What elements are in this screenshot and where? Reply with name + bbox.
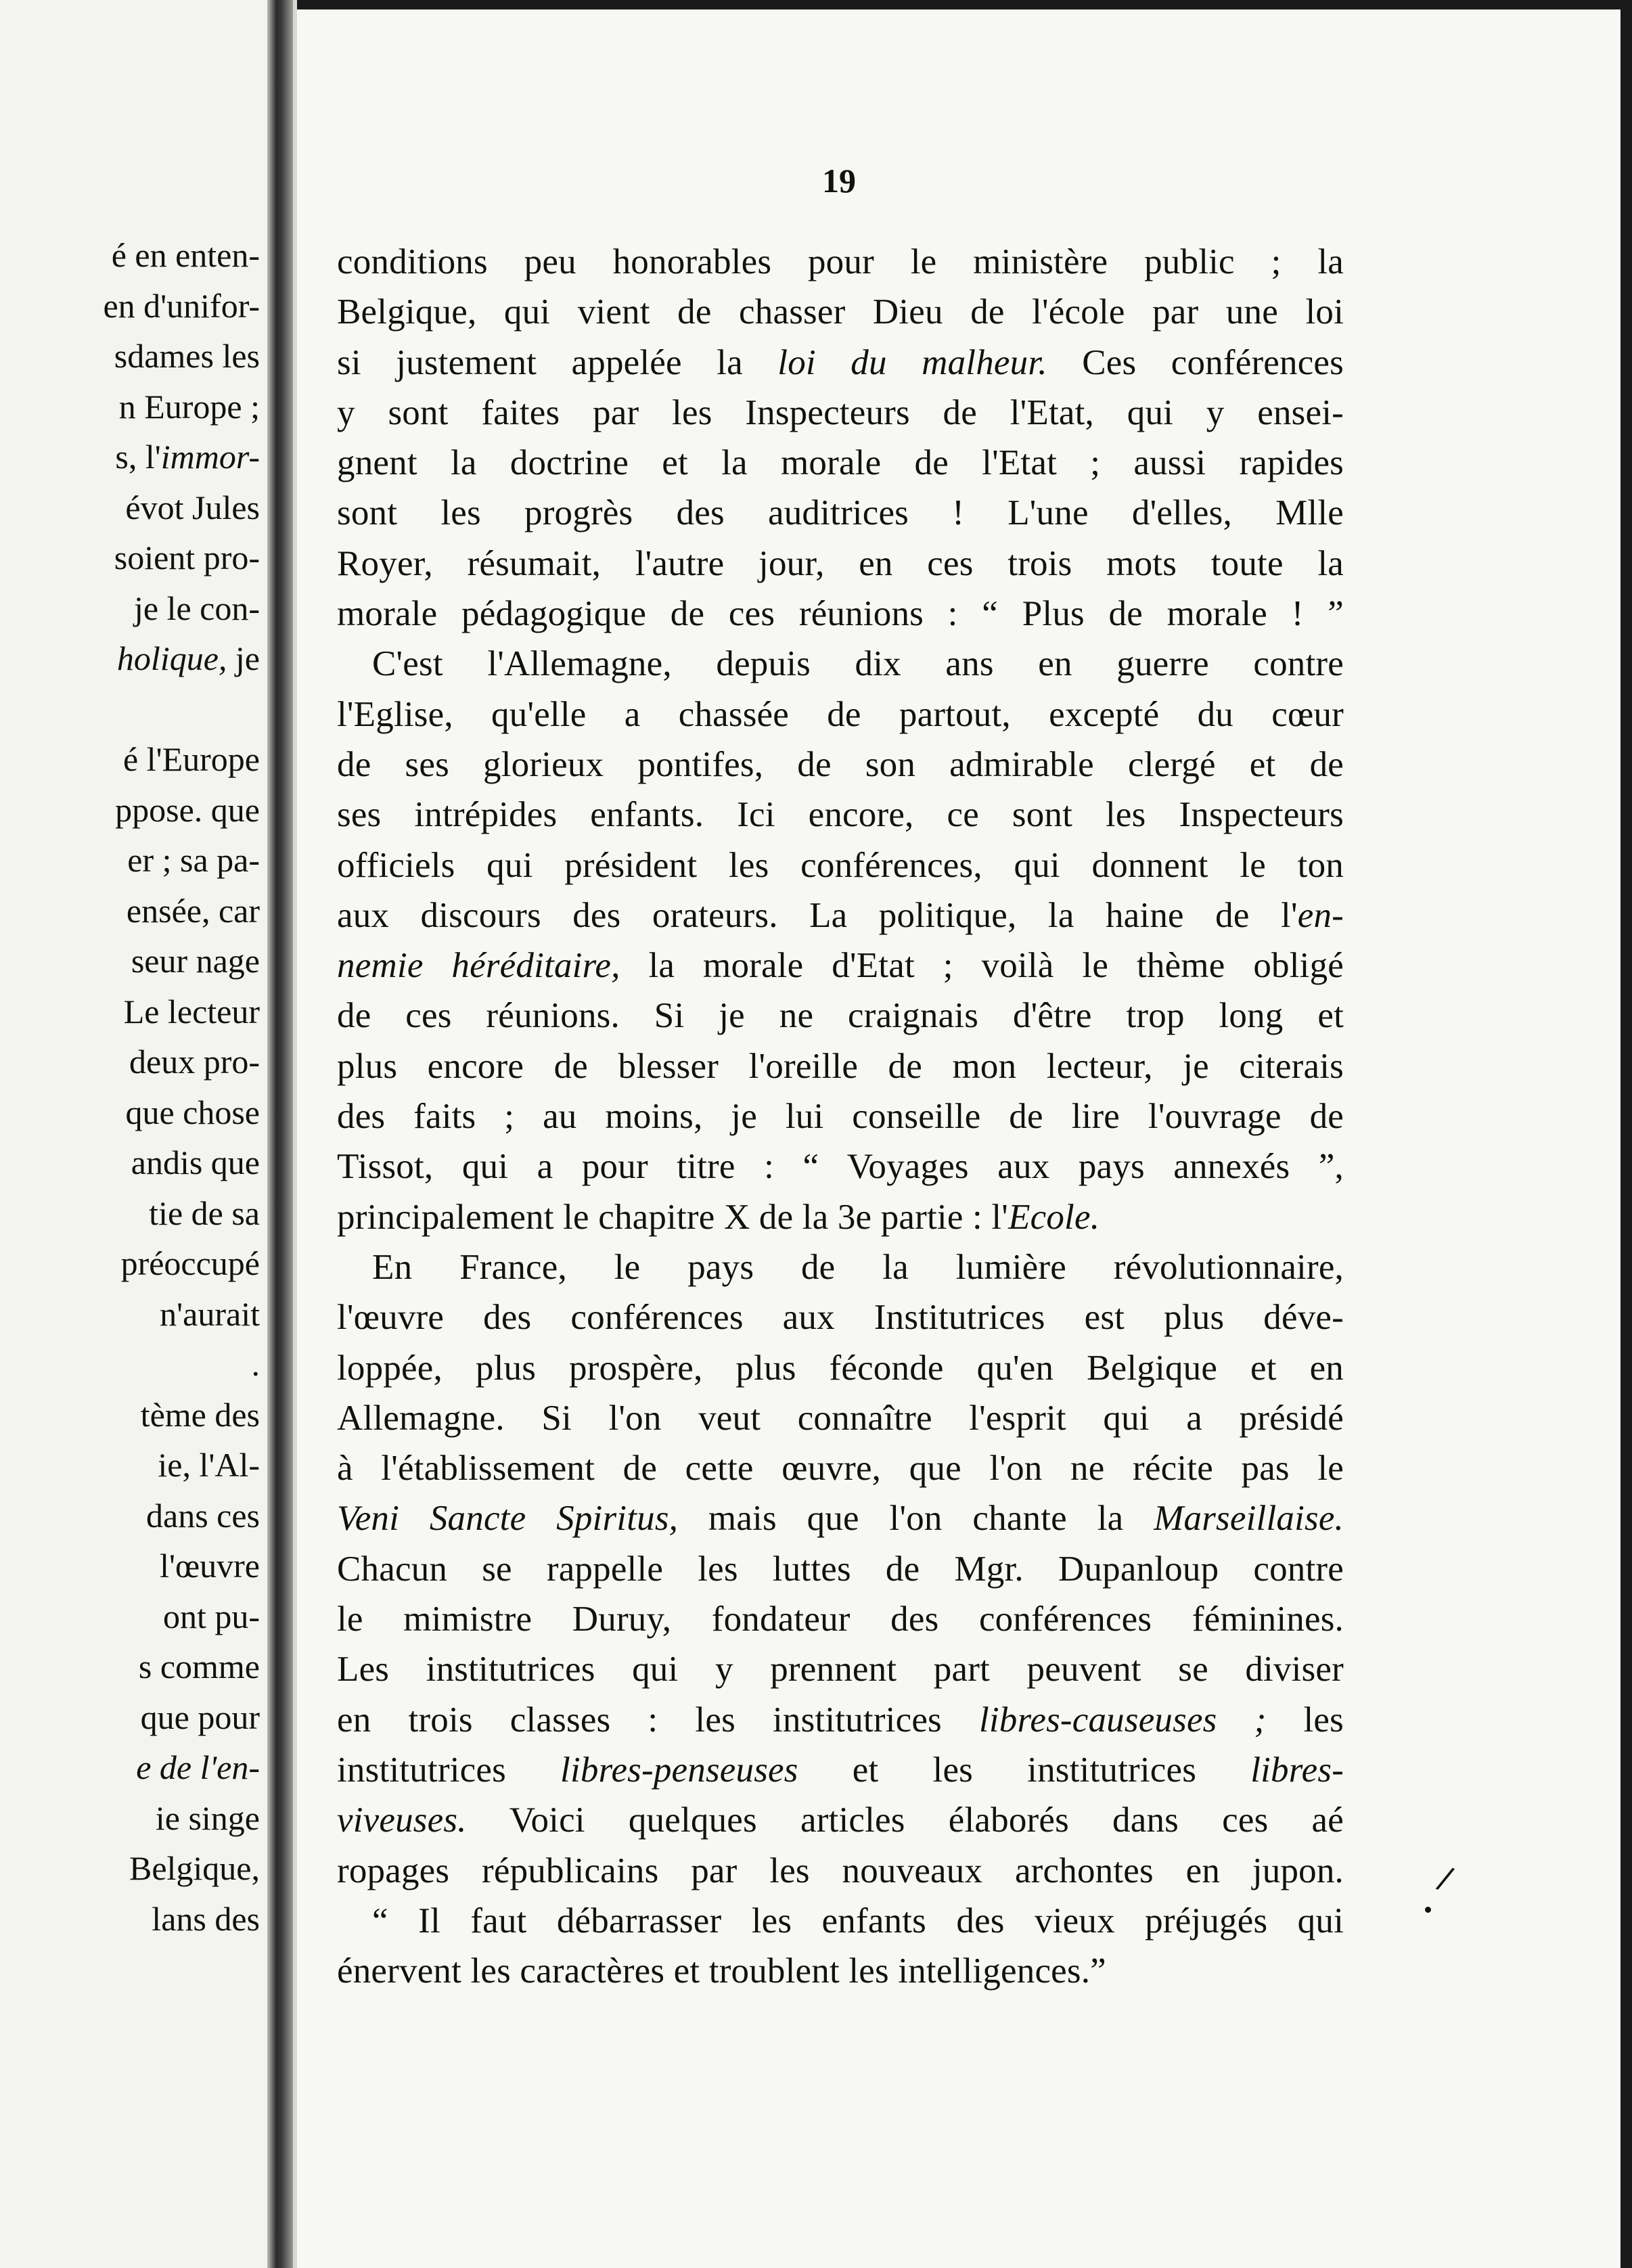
paragraph-start-line: En France, le pays de la lumière révolutionnaire, [372, 1247, 1344, 1287]
text-line: le mimistre Duruy, fondateur des conférences féminines. [337, 1600, 1344, 1639]
facing-line: Le lecteur [123, 992, 260, 1030]
text-line: l'Eglise, qu'elle a chassée de partout, excepté du cœur [337, 694, 1344, 734]
facing-line: ie singe [155, 1798, 260, 1837]
italic-term: loi du malheur. [777, 342, 1047, 382]
text-line: ses intrépides enfants. Ici encore, ce sont les Inspecteurs [337, 795, 1344, 835]
facing-line-italic: immor- [160, 438, 260, 476]
text-line: Chacun se rappelle les luttes de Mgr. Dupanloup contre [337, 1549, 1344, 1589]
text-segment: en trois classes : les institutrices [337, 1700, 979, 1740]
text-line: l'œuvre des conférences aux Institutrices est plus déve- [337, 1298, 1344, 1338]
italic-term: Veni Sancte Spiritus, [337, 1499, 679, 1539]
facing-line: l'œuvre [160, 1547, 260, 1585]
facing-line: ppose. que [115, 790, 260, 829]
text-line: ropages républicains par les nouveaux archontes en jupon. [337, 1851, 1344, 1890]
facing-line: Belgique, [129, 1849, 260, 1887]
facing-page-left [0, 0, 267, 2268]
text-segment: si justement appelée la [337, 342, 778, 382]
text-line [337, 338, 1344, 388]
text-segment: institutrices [337, 1750, 561, 1790]
facing-line: n Europe ; [118, 387, 260, 426]
margin-pencil-mark: / [1432, 1857, 1457, 1901]
page-body [337, 237, 1344, 1996]
text-line: morale pédagogique de ces réunions : “ Plus de morale ! ” [337, 594, 1344, 634]
facing-line-blank [0, 684, 264, 735]
facing-line: tie de sa [149, 1194, 260, 1232]
text-line: Belgique, qui vient de chasser Dieu de l'école par une loi [337, 292, 1344, 332]
text-line: loppée, plus prospère, plus féconde qu'en Belgique et en [337, 1348, 1344, 1388]
facing-line-text: s, l' [115, 438, 161, 476]
facing-line: tème des [140, 1395, 260, 1434]
margin-dot [1425, 1907, 1431, 1913]
text-line: Allemagne. Si l'on veut connaître l'esprit qui a présidé [337, 1398, 1344, 1438]
italic-term: libres-causeuses ; [978, 1700, 1267, 1740]
italic-term: viveuses. [337, 1800, 467, 1840]
facing-page-text [0, 230, 264, 1944]
facing-line: lans des [152, 1899, 260, 1938]
facing-line: é en enten- [111, 236, 260, 274]
scan-top-border [297, 0, 1632, 9]
facing-line: que chose [125, 1093, 260, 1131]
italic-term: Marseillaise. [1154, 1499, 1344, 1539]
italic-term: libres-penseuses [560, 1750, 798, 1790]
text-segment: la morale d'Etat ; voilà le thème obligé [620, 946, 1344, 986]
text-line: plus encore de blesser l'oreille de mon lecteur, je citerais [337, 1046, 1344, 1086]
facing-line: que pour [140, 1698, 260, 1736]
text-segment: aux discours des orateurs. La politique, la haine de l' [337, 895, 1298, 935]
page-number: 19 [822, 162, 856, 200]
facing-line: ensée, car [126, 891, 260, 930]
text-segment: mais que l'on chante la [678, 1499, 1154, 1539]
facing-line [0, 1742, 264, 1793]
book-gutter [267, 0, 293, 2268]
facing-line: . [251, 1345, 260, 1383]
facing-line-italic: holique, [116, 639, 227, 677]
facing-line: deux pro- [129, 1043, 260, 1081]
facing-line: ie, l'Al- [158, 1446, 260, 1484]
facing-line-text: je [227, 639, 260, 677]
facing-line [0, 432, 264, 482]
text-line: de ces réunions. Si je ne craignais d'être trop long et [337, 996, 1344, 1036]
text-line [337, 1695, 1344, 1745]
italic-term: Ecole. [1008, 1197, 1100, 1237]
text-line: y sont faites par les Inspecteurs de l'Etat, qui y ensei- [337, 392, 1344, 432]
facing-line: je le con- [133, 589, 260, 627]
text-segment: Voici quelques articles élaborés dans ces aé [466, 1800, 1344, 1840]
italic-term: en- [1297, 895, 1344, 935]
paragraph-start-line: “ Il faut débarrasser les enfants des vieux préjugés qui [372, 1901, 1344, 1941]
text-line [337, 1745, 1344, 1795]
text-line: énervent les caractères et troublent les intelligences.” [337, 1951, 1106, 1991]
text-line [337, 1493, 1344, 1543]
text-line [337, 1795, 1344, 1845]
italic-term: nemie héréditaire, [337, 946, 620, 986]
text-line: Tissot, qui a pour titre : “ Voyages aux pays annexés ”, [337, 1147, 1344, 1187]
italic-term: libres- [1250, 1750, 1344, 1790]
facing-line: en d'unifor- [103, 286, 260, 325]
text-line: gnent la doctrine et la morale de l'Etat ; aussi rapides [337, 443, 1344, 483]
text-segment: les [1266, 1700, 1344, 1740]
text-line: à l'établissement de cette œuvre, que l'on ne récite pas le [337, 1449, 1344, 1489]
facing-line: soient pro- [114, 539, 260, 576]
scan-right-border [1620, 0, 1632, 2268]
paragraph-start-line: C'est l'Allemagne, depuis dix ans en guerre contre [372, 644, 1344, 684]
text-line: des faits ; au moins, je lui conseille de lire l'ouvrage de [337, 1097, 1344, 1137]
text-segment: et les institutrices [798, 1750, 1251, 1790]
facing-line: préoccupé [120, 1244, 260, 1282]
text-line: de ses glorieux pontifes, de son admirable clergé et de [337, 744, 1344, 784]
text-line: sont les progrès des auditrices ! L'une d'elles, Mlle [337, 493, 1344, 533]
facing-line [0, 633, 264, 684]
facing-line: dans ces [146, 1496, 260, 1535]
facing-line: é l'Europe [123, 740, 260, 778]
facing-line: s comme [138, 1648, 260, 1685]
facing-line: évot Jules [125, 488, 260, 526]
text-segment: principalement le chapitre X de la 3e partie : l' [337, 1197, 1009, 1237]
text-segment: Ces conférences [1047, 342, 1344, 382]
text-line [337, 940, 1344, 991]
text-line: conditions peu honorables pour le ministère public ; la [337, 242, 1344, 281]
text-line: Royer, résumait, l'autre jour, en ces trois mots toute la [337, 543, 1344, 583]
facing-line: seur nage [131, 942, 260, 980]
facing-line: ont pu- [162, 1597, 260, 1635]
facing-line: er ; sa pa- [127, 841, 260, 879]
text-line: officiels qui président les conférences, qui donnent le ton [337, 845, 1344, 885]
text-line [337, 1192, 1344, 1242]
text-line: Les institutrices qui y prennent part peuvent se diviser [337, 1650, 1344, 1689]
facing-line: sdames les [114, 337, 260, 375]
facing-line: andis que [131, 1143, 260, 1181]
facing-line-italic: e de l'en- [136, 1748, 260, 1786]
text-line [337, 890, 1344, 940]
facing-line: n'aurait [160, 1294, 260, 1333]
